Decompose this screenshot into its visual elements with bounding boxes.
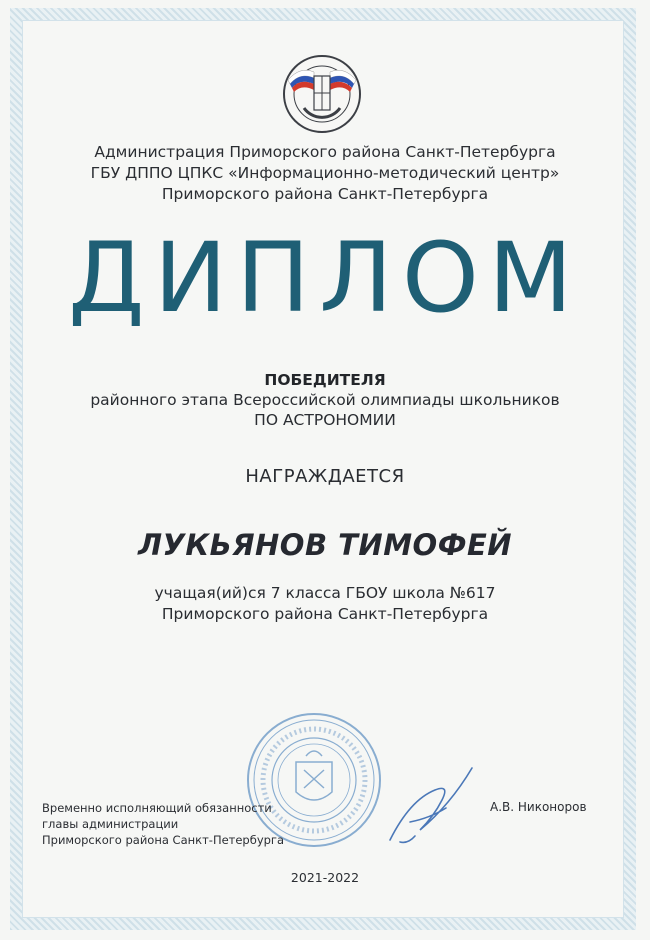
issuer-line-3: Приморского района Санкт-Петербурга xyxy=(161,185,489,203)
award-subject: ПО АСТРОНОМИИ xyxy=(254,411,396,429)
academic-year: 2021-2022 xyxy=(290,870,360,885)
issuer-header xyxy=(40,142,610,205)
signature-icon xyxy=(380,760,480,850)
student-district: Приморского района Санкт-Петербурга xyxy=(161,605,489,623)
diploma-title: ДИПЛОМ xyxy=(68,222,582,334)
student-info xyxy=(0,583,650,625)
granted-label: НАГРАЖДАЕТСЯ xyxy=(245,466,405,487)
issuer-line-2: ГБУ ДППО ЦПКС «Информационно-методический центр» xyxy=(90,164,560,182)
signer-line-1: Временно исполняющий обязанности xyxy=(42,801,272,815)
signer-line-3: Приморского района Санкт-Петербурга xyxy=(42,833,285,847)
award-description xyxy=(30,370,620,430)
award-rank: ПОБЕДИТЕЛЯ xyxy=(264,371,386,389)
signer-name: А.В. Никоноров xyxy=(490,800,587,814)
recipient-name: ЛУКЬЯНОВ ТИМОФЕЙ xyxy=(137,528,513,562)
olympiad-emblem-icon xyxy=(280,52,364,136)
student-class: учащая(ий)ся 7 класса ГБОУ школа №617 xyxy=(154,584,496,602)
award-competition: районного этапа Всероссийской олимпиады школьников xyxy=(90,391,560,409)
signer-line-2: главы администрации xyxy=(42,817,179,831)
issuer-line-1: Администрация Приморского района Санкт-Петербурга xyxy=(94,143,556,161)
signer-position xyxy=(42,800,342,848)
